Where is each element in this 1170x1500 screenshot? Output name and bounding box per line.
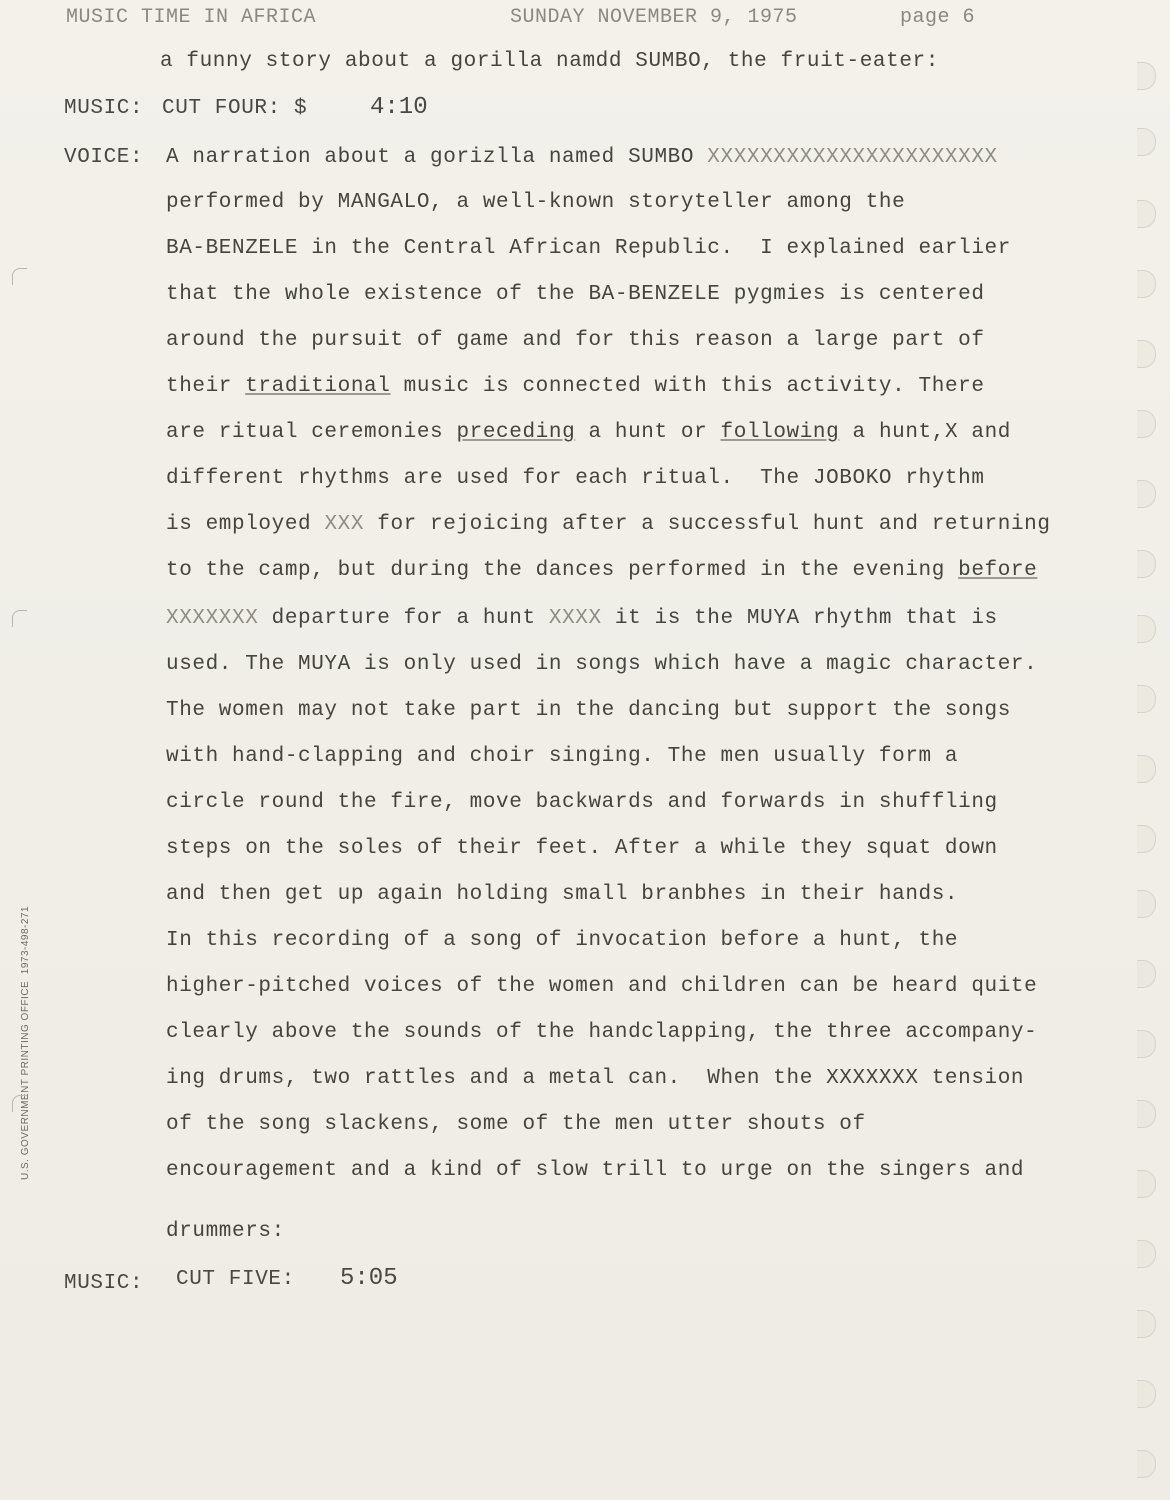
music-cut-five-time: 5:05 xyxy=(340,1265,398,1292)
music-cut-four: CUT FOUR: $ xyxy=(162,97,308,120)
voice-line-17: and then get up again holding small branbhes in their hands. xyxy=(166,883,959,906)
binder-hole xyxy=(1137,550,1156,578)
text-span: to the camp, but during the dances performed in the evening xyxy=(166,559,959,582)
voice-line-19: higher-pitched voices of the women and children can be heard quite xyxy=(166,975,1038,998)
binder-hole xyxy=(1137,890,1156,918)
binder-hole xyxy=(1137,1030,1156,1058)
binder-hole xyxy=(1137,1450,1156,1478)
program-title: MUSIC TIME IN AFRICA xyxy=(66,6,317,29)
underlined-word: following xyxy=(720,421,840,444)
binder-hole xyxy=(1137,960,1156,988)
voice-line-2: performed by MANGALO, a well-known storyteller among the xyxy=(166,191,906,214)
text-span: is employed xyxy=(166,513,325,536)
voice-label: VOICE: xyxy=(64,146,144,169)
text-span: it is the MUYA rhythm that is xyxy=(601,607,998,630)
binder-hole xyxy=(1137,200,1156,228)
binder-hole xyxy=(1137,480,1156,508)
margin-mark xyxy=(12,1095,27,1112)
strikeout-x: XXXXXXX xyxy=(166,607,259,630)
text-span: their xyxy=(166,375,246,398)
underlined-word: preceding xyxy=(456,421,576,444)
voice-line-4: that the whole existence of the BA-BENZELE pygmies is centered xyxy=(166,283,985,306)
voice-line-22: of the song slackens, some of the men utter shouts of xyxy=(166,1113,866,1136)
text-span: for rejoicing after a successful hunt and returning xyxy=(364,513,1051,536)
voice-line-12: used. The MUYA is only used in songs which have a magic character. xyxy=(166,653,1038,676)
binder-hole xyxy=(1137,1100,1156,1128)
margin-mark xyxy=(12,268,27,285)
binder-hole xyxy=(1137,1380,1156,1408)
voice-line-8: different rhythms are used for each ritual. The JOBOKO rhythm xyxy=(166,467,985,490)
voice-line-13: The women may not take part in the dancing but support the songs xyxy=(166,699,1011,722)
music-label: MUSIC: xyxy=(64,97,144,120)
binder-hole xyxy=(1137,825,1156,853)
text-span: a hunt or xyxy=(575,421,721,444)
binder-hole xyxy=(1137,1310,1156,1338)
margin-mark xyxy=(12,610,27,627)
printing-office-stamp: U.S. GOVERNMENT PRINTING OFFICE 1973-498-271 xyxy=(20,905,31,1180)
voice-line-9 xyxy=(166,513,1051,536)
text-span: music is connected with this activity. There xyxy=(390,375,985,398)
music-cut-four-time: 4:10 xyxy=(370,94,428,121)
voice-line-14: with hand-clapping and choir singing. The men usually form a xyxy=(166,745,959,768)
binder-hole xyxy=(1137,615,1156,643)
broadcast-date: SUNDAY NOVEMBER 9, 1975 xyxy=(510,6,798,29)
binder-hole xyxy=(1137,410,1156,438)
binder-hole xyxy=(1137,1240,1156,1268)
binder-hole xyxy=(1137,128,1156,156)
strikeout-x: XXXX xyxy=(548,607,602,630)
voice-line-18: In this recording of a song of invocation before a hunt, the xyxy=(166,929,959,952)
binder-hole xyxy=(1137,270,1156,298)
text-span: a hunt,X and xyxy=(839,421,1011,444)
voice-line-21: ing drums, two rattles and a metal can. When the XXXXXXX tension xyxy=(166,1067,1025,1090)
music-label-2: MUSIC: xyxy=(64,1272,144,1295)
text-span: departure for a hunt xyxy=(258,607,549,630)
binder-hole xyxy=(1137,1170,1156,1198)
binder-hole xyxy=(1137,755,1156,783)
music-cut-five: CUT FIVE: xyxy=(176,1268,295,1291)
intro-line: a funny story about a gorilla namdd SUMBO, the fruit-eater: xyxy=(160,50,939,73)
voice-line-3: BA-BENZELE in the Central African Republic. I explained earlier xyxy=(166,237,1011,260)
voice-line-24: drummers: xyxy=(166,1220,285,1243)
strikeout-x: XXXXXXXXXXXXXXXXXXXXXX xyxy=(707,146,998,169)
binder-hole xyxy=(1137,62,1156,90)
voice-line-7 xyxy=(166,421,1011,444)
binder-hole xyxy=(1137,685,1156,713)
page-number: page 6 xyxy=(900,6,976,29)
voice-line-5: around the pursuit of game and for this reason a large part of xyxy=(166,329,985,352)
underlined-word: before xyxy=(958,559,1038,582)
text-span: are ritual ceremonies xyxy=(166,421,457,444)
strikeout-x: XXX xyxy=(324,513,365,536)
underlined-word: traditional xyxy=(245,375,391,398)
binder-hole xyxy=(1137,340,1156,368)
voice-line-1 xyxy=(166,146,998,169)
voice-line-6 xyxy=(166,375,985,398)
voice-line-15: circle round the fire, move backwards and forwards in shuffling xyxy=(166,791,998,814)
voice-line-23: encouragement and a kind of slow trill to urge on the singers and xyxy=(166,1159,1025,1182)
voice-line-10 xyxy=(166,559,1037,582)
voice-line-1-text: A narration about a gorizlla named SUMBO xyxy=(166,146,708,169)
voice-line-11 xyxy=(166,607,998,630)
voice-line-20: clearly above the sounds of the handclapping, the three accompany- xyxy=(166,1021,1038,1044)
voice-line-16: steps on the soles of their feet. After a while they squat down xyxy=(166,837,998,860)
